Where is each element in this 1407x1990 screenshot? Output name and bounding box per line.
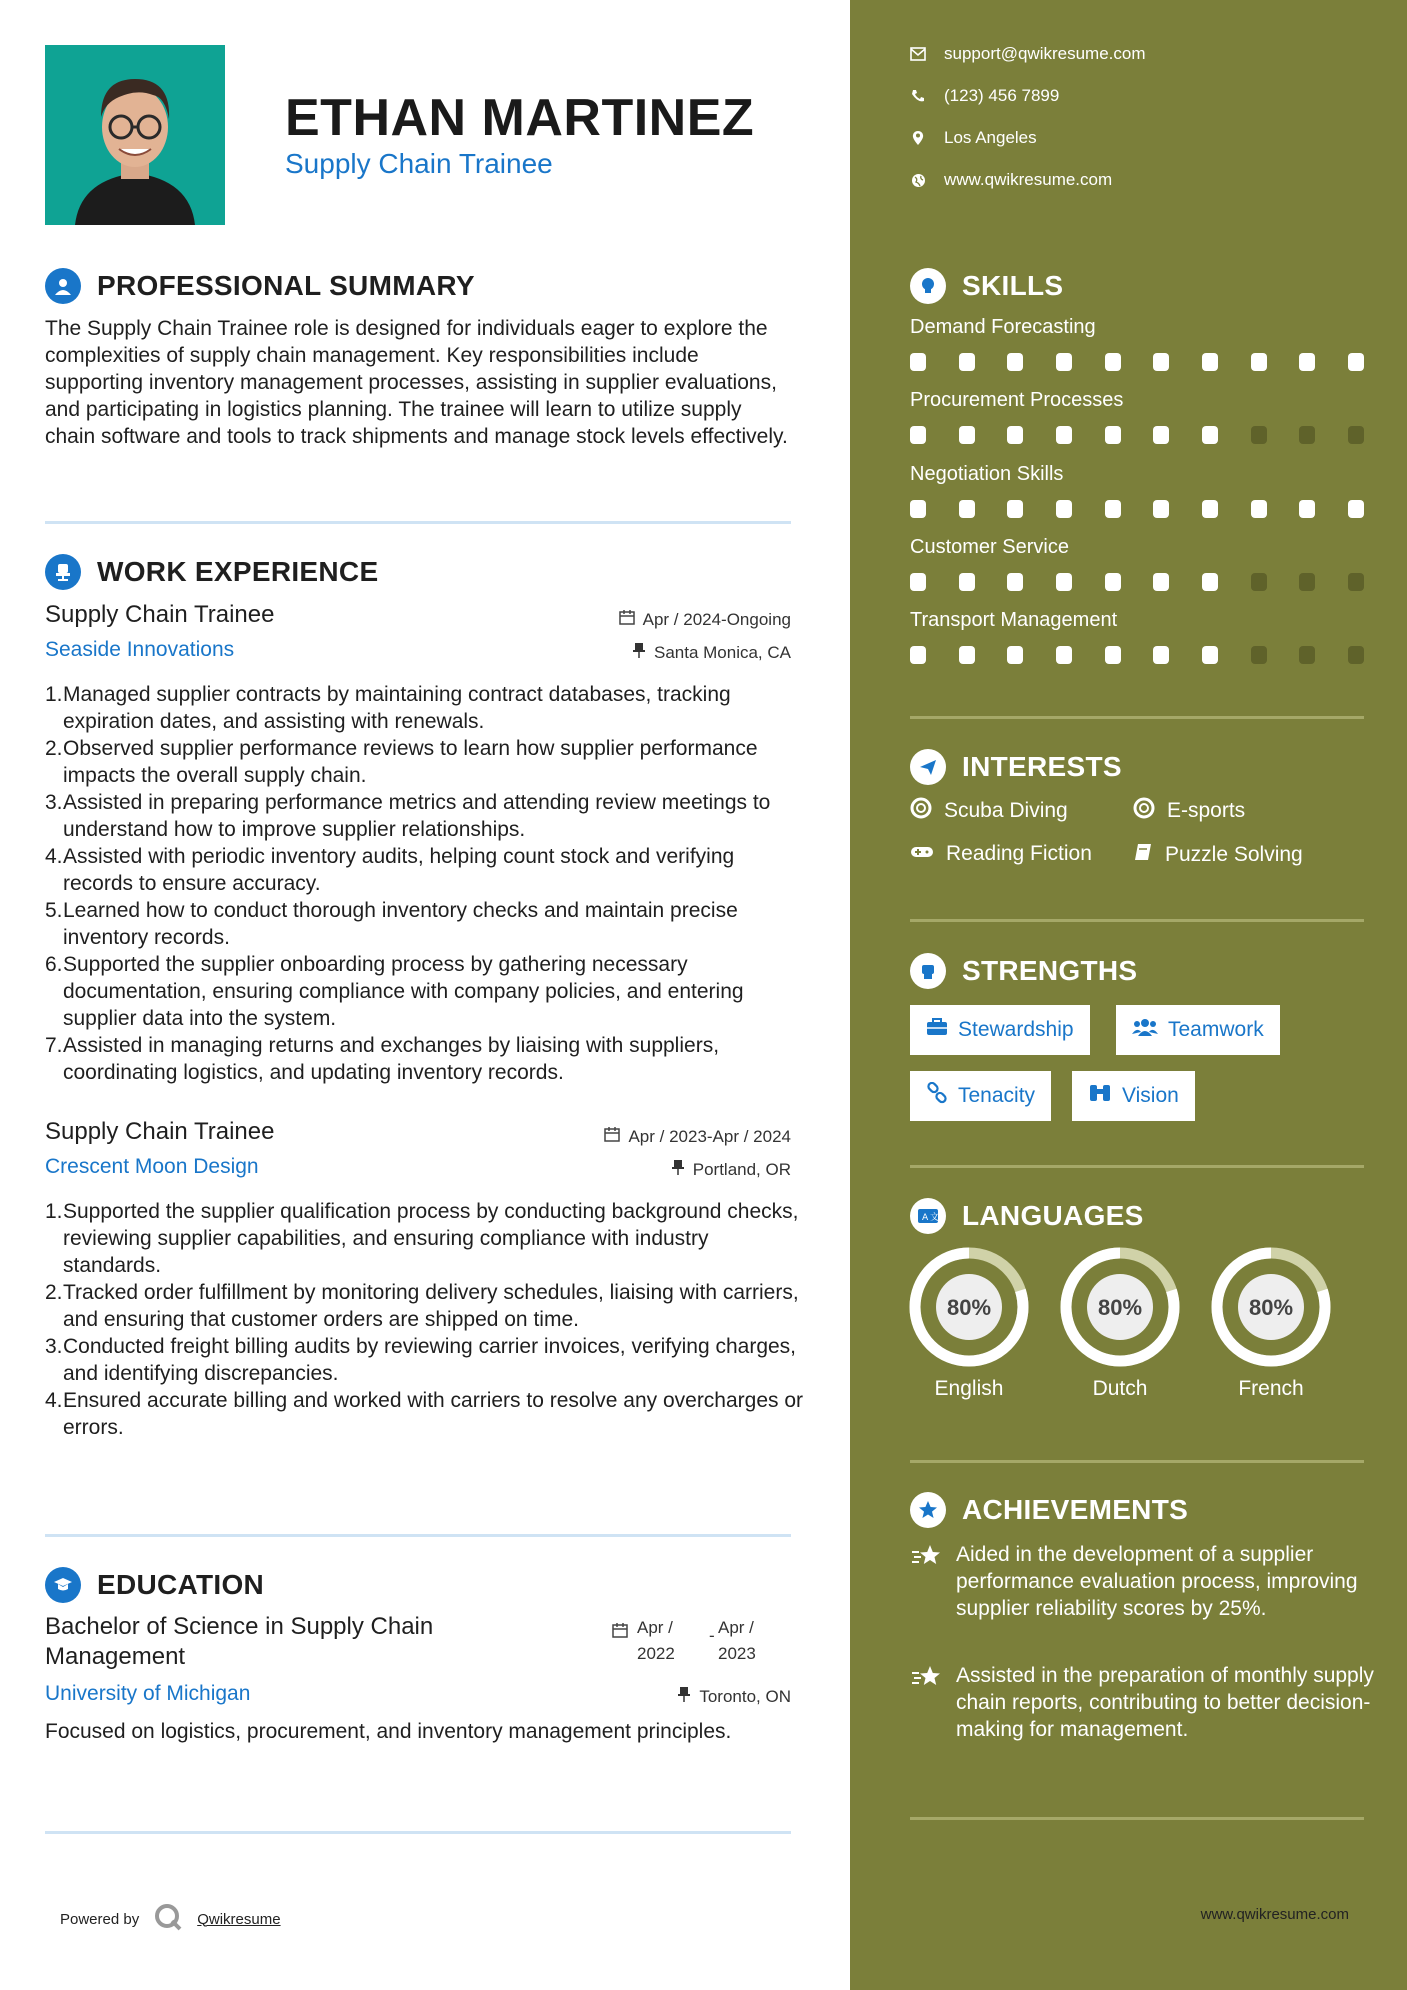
pin-icon — [671, 1159, 685, 1180]
skill-dot — [1299, 646, 1315, 664]
chair-icon — [45, 554, 81, 590]
book-icon — [1133, 842, 1153, 868]
list-item: 2. Tracked order fulfillment by monitoring delivery schedules, liaising with carriers, and ensuring that customer orders are shipped on time. — [45, 1281, 799, 1331]
skill-dot — [1105, 426, 1121, 444]
experience-title: WORK EXPERIENCE — [97, 556, 379, 587]
edu-date-separator: - — [709, 1626, 715, 1645]
skill-dot — [1299, 500, 1315, 518]
strength-tag: Tenacity — [910, 1071, 1051, 1121]
candidate-name: ETHAN MARTINEZ — [285, 89, 755, 147]
skill-dot — [1251, 500, 1267, 518]
achievements-title: ACHIEVEMENTS — [962, 1494, 1189, 1525]
footer-powered — [60, 1902, 281, 1936]
summary-title: PROFESSIONAL SUMMARY — [97, 270, 475, 301]
skill-rating — [910, 573, 1364, 593]
skill-dot — [1202, 500, 1218, 518]
summary-heading — [45, 268, 475, 304]
skill-dot — [1251, 646, 1267, 664]
skill-dot — [1007, 573, 1023, 591]
language-ring — [1209, 1245, 1333, 1369]
job-dates — [604, 1126, 791, 1147]
skill-dot — [1251, 573, 1267, 591]
map-pin-icon — [910, 130, 926, 146]
language-item — [1209, 1245, 1333, 1400]
section-divider — [910, 716, 1364, 719]
section-divider — [45, 1831, 791, 1834]
job-location — [632, 642, 791, 663]
interests-heading — [910, 749, 1122, 785]
gamepad-icon — [910, 842, 934, 866]
contact-phone — [910, 86, 1059, 106]
list-item: 7. Assisted in managing returns and exchanges by liaising with suppliers, coordinating logistics, and updating inventory records. — [45, 1034, 720, 1084]
skill-rating — [910, 426, 1364, 446]
lifebuoy-icon — [1133, 797, 1155, 825]
job-company: Crescent Moon Design — [45, 1155, 259, 1178]
strength-tag: Vision — [1072, 1071, 1195, 1121]
section-divider — [910, 1165, 1364, 1168]
skill-dot — [1348, 500, 1364, 518]
qwikresume-link[interactable]: Qwikresume — [197, 1910, 281, 1928]
phone-icon — [910, 88, 926, 104]
job-dates-text: Apr / 2023-Apr / 2024 — [628, 1126, 791, 1146]
skill-name: Demand Forecasting — [910, 316, 1096, 338]
qwikresume-logo-icon — [153, 1902, 183, 1936]
powered-by-text: Powered by — [60, 1910, 140, 1928]
skill-name: Transport Management — [910, 609, 1118, 631]
skill-dot — [1056, 646, 1072, 664]
edu-description: Focused on logistics, procurement, and inventory management principles. — [45, 1720, 732, 1743]
achievement-item: Assisted in the preparation of monthly supply chain reports, contributing to better decision-making for management. — [910, 1662, 1380, 1743]
contact-website — [910, 170, 1112, 190]
footer-website[interactable]: www.qwikresume.com — [1200, 1906, 1349, 1923]
star-icon — [910, 1665, 942, 1743]
skill-dot — [1007, 426, 1023, 444]
calendar-icon — [612, 1622, 628, 1643]
profile-photo — [45, 45, 225, 225]
skill-rating — [910, 500, 1364, 520]
skill-dot — [1007, 353, 1023, 371]
summary-text: The Supply Chain Trainee role is designed for individuals eager to explore the complexities of supply chain management. Key responsibilities include supporting inventory management processes, assisting in supplier evaluations, and participating in logistics planning. The trainee will learn to utilize supply chain software and tools to track shipments and manage stock levels effectively. — [45, 317, 788, 448]
list-item: 5. Learned how to conduct thorough inventory checks and maintain precise inventory records. — [45, 899, 738, 949]
skill-dot — [959, 353, 975, 371]
paper-plane-icon — [910, 749, 946, 785]
edu-location — [677, 1686, 791, 1707]
binoculars-icon — [1088, 1083, 1112, 1109]
contact-location-text: Los Angeles — [944, 128, 1037, 147]
candidate-role: Supply Chain Trainee — [285, 148, 553, 179]
skill-dot — [1251, 353, 1267, 371]
strengths-heading — [910, 953, 1137, 989]
job-location-text: Santa Monica, CA — [653, 642, 791, 662]
education-heading — [45, 1567, 264, 1603]
education-title: EDUCATION — [97, 1569, 265, 1600]
edu-location-text: Toronto, ON — [699, 1686, 791, 1706]
skills-title: SKILLS — [962, 270, 1064, 301]
envelope-icon — [910, 46, 926, 62]
skill-dot — [1153, 573, 1169, 591]
lifebuoy-icon — [910, 797, 932, 825]
translate-icon — [910, 1198, 946, 1234]
skill-dot — [1007, 646, 1023, 664]
skill-dot — [1056, 353, 1072, 371]
skill-dot — [959, 500, 975, 518]
list-item: 4. Ensured accurate billing and worked with carriers to resolve any overcharges or errors. — [45, 1389, 804, 1439]
section-divider — [910, 1460, 1364, 1463]
skill-dot — [910, 573, 926, 591]
interest-item: E-sports — [1133, 797, 1245, 825]
skill-dot — [1348, 353, 1364, 371]
skill-dot — [1348, 573, 1364, 591]
svg-text:A: A — [922, 1213, 929, 1223]
language-name: French — [1238, 1377, 1304, 1400]
languages-heading — [910, 1198, 1144, 1234]
section-divider — [45, 1534, 791, 1537]
fist-icon — [910, 953, 946, 989]
languages-title: LANGUAGES — [962, 1200, 1144, 1231]
degree-line-2: Management — [45, 1643, 186, 1670]
pin-icon — [677, 1686, 691, 1707]
skill-dot — [910, 500, 926, 518]
skill-dot — [1251, 426, 1267, 444]
strength-tag: Stewardship — [910, 1005, 1090, 1055]
skill-dot — [959, 646, 975, 664]
skill-dot — [1153, 646, 1169, 664]
list-item: 1. Supported the supplier qualification process by conducting background checks, reviewing supplier capabilities, and ensuring compliance with industry standards. — [45, 1200, 799, 1277]
sidebar — [850, 0, 1407, 1990]
user-icon — [45, 268, 81, 304]
skill-dot — [1299, 573, 1315, 591]
experience-heading — [45, 554, 378, 590]
skill-dot — [1202, 573, 1218, 591]
section-divider — [910, 919, 1364, 922]
star-badge-icon — [910, 1492, 946, 1528]
skill-dot — [1348, 426, 1364, 444]
skill-dot — [910, 426, 926, 444]
interest-item: Reading Fiction — [910, 842, 1092, 866]
job-responsibilities — [45, 1198, 805, 1441]
job-dates — [619, 609, 791, 630]
edu-end-date: Apr / 2023 — [718, 1618, 756, 1663]
list-item: 3. Assisted in preparing performance metrics and attending review meetings to understand how to improve supplier relationships. — [45, 791, 771, 841]
section-divider — [45, 521, 791, 524]
section-divider — [910, 1817, 1364, 1820]
interest-item: Scuba Diving — [910, 797, 1068, 825]
skill-dot — [1105, 646, 1121, 664]
language-percent: 80% — [1097, 1295, 1143, 1320]
language-name: Dutch — [1092, 1377, 1148, 1400]
calendar-icon — [604, 1126, 620, 1147]
skill-dot — [1056, 500, 1072, 518]
interests-title: INTERESTS — [962, 751, 1122, 782]
skill-dot — [1202, 353, 1218, 371]
language-item — [1058, 1245, 1182, 1400]
pin-icon — [632, 642, 646, 663]
skill-dot — [1299, 353, 1315, 371]
skill-dot — [1153, 353, 1169, 371]
graduation-icon — [45, 1567, 81, 1603]
language-percent: 80% — [1248, 1295, 1294, 1320]
skill-dot — [1153, 500, 1169, 518]
users-icon — [1132, 1018, 1158, 1042]
job-location — [671, 1159, 791, 1180]
list-item: 4. Assisted with periodic inventory audits, helping count stock and verifying records to ensure accuracy. — [45, 845, 735, 895]
skill-dot — [1007, 500, 1023, 518]
contact-phone-text: (123) 456 7899 — [944, 86, 1060, 105]
skill-dot — [1202, 426, 1218, 444]
job-title: Supply Chain Trainee — [45, 601, 275, 628]
list-item: 6. Supported the supplier onboarding process by gathering necessary documentation, ensuring compliance with company policies, and entering supplier data into the system. — [45, 953, 744, 1030]
skill-dot — [910, 646, 926, 664]
achievement-item: Aided in the development of a supplier performance evaluation process, improving supplier reliability scores by 25%. — [910, 1541, 1380, 1622]
job-company: Seaside Innovations — [45, 638, 235, 661]
contact-email — [910, 44, 1146, 64]
job-dates-text: Apr / 2024-Ongoing — [642, 609, 791, 629]
svg-text:文: 文 — [930, 1213, 939, 1223]
skill-dot — [1348, 646, 1364, 664]
skill-dot — [1299, 426, 1315, 444]
skills-heading — [910, 268, 1063, 304]
skill-name: Customer Service — [910, 536, 1069, 558]
list-item: 1. Managed supplier contracts by maintaining contract databases, tracking expiration dates, and assisting with renewals. — [45, 683, 731, 733]
language-name: English — [934, 1377, 1004, 1400]
edu-start-date: Apr / 2022 — [637, 1618, 675, 1663]
job-responsibilities — [45, 681, 805, 1086]
skill-dot — [1105, 353, 1121, 371]
skill-dot — [959, 573, 975, 591]
contact-website-text: www.qwikresume.com — [944, 170, 1113, 189]
list-item: 2. Observed supplier performance reviews to learn how supplier performance impacts the overall supply chain. — [45, 737, 758, 787]
skill-name: Negotiation Skills — [910, 463, 1064, 485]
skill-dot — [959, 426, 975, 444]
contact-location — [910, 128, 1037, 148]
strength-tag: Teamwork — [1116, 1005, 1280, 1055]
contact-email-text: support@qwikresume.com — [944, 44, 1146, 63]
skill-dot — [1056, 573, 1072, 591]
skill-rating — [910, 353, 1364, 373]
interest-item: Puzzle Solving — [1133, 842, 1303, 868]
school-name: University of Michigan — [45, 1682, 251, 1705]
skill-dot — [1105, 500, 1121, 518]
job-title: Supply Chain Trainee — [45, 1118, 275, 1145]
briefcase-icon — [926, 1018, 948, 1042]
strengths-title: STRENGTHS — [962, 955, 1138, 986]
language-item — [907, 1245, 1031, 1400]
lightbulb-icon — [910, 268, 946, 304]
skill-dot — [1153, 426, 1169, 444]
skill-rating — [910, 646, 1364, 666]
calendar-icon — [619, 609, 635, 630]
language-ring — [1058, 1245, 1182, 1369]
degree-line-1: Bachelor of Science in Supply Chain — [45, 1613, 434, 1640]
language-percent: 80% — [946, 1295, 992, 1320]
link-icon — [926, 1082, 948, 1110]
globe-icon — [910, 172, 926, 188]
list-item: 3. Conducted freight billing audits by reviewing carrier invoices, verifying charges, and identifying discrepancies. — [45, 1335, 797, 1385]
star-icon — [910, 1544, 942, 1622]
skill-name: Procurement Processes — [910, 389, 1124, 411]
language-ring — [907, 1245, 1031, 1369]
achievements-heading — [910, 1492, 1188, 1528]
job-location-text: Portland, OR — [692, 1159, 791, 1179]
skill-dot — [1105, 573, 1121, 591]
skill-dot — [1202, 646, 1218, 664]
skill-dot — [1056, 426, 1072, 444]
skill-dot — [910, 353, 926, 371]
